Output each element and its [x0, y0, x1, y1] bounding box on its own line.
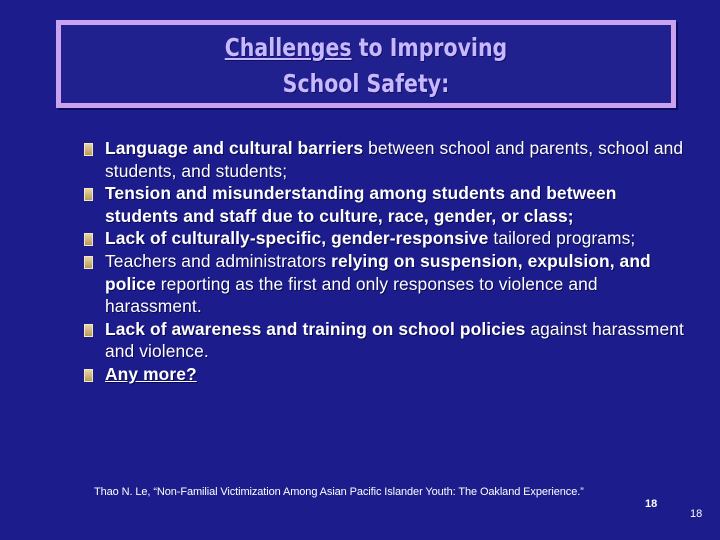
bullet-text-segment: between school and parents, school and students, and students; — [105, 138, 684, 181]
bullet-item — [84, 318, 684, 363]
bullet-item — [84, 250, 684, 318]
bullet-item — [84, 182, 684, 227]
bullet-text-segment: Any more? — [105, 363, 197, 384]
bullet-text-segment: Teachers and administrators — [105, 250, 332, 271]
bullet-list — [84, 137, 684, 386]
bullet-text-segment: tailored programs; — [488, 228, 636, 249]
title-line2: School Safety: — [282, 69, 450, 98]
bullet-marker-icon — [84, 143, 93, 156]
slide-title — [112, 30, 620, 102]
bullet-item — [84, 363, 684, 386]
bullet-text-segment: Lack of awareness and training on school policies — [105, 318, 526, 339]
bullet-text-segment: against harassment and violence. — [105, 318, 684, 362]
title-underlined-word: Challenges — [224, 33, 352, 62]
bullet-marker-icon — [84, 188, 93, 201]
bullet-item — [84, 227, 684, 250]
bullet-text-segment: relying on suspension, expulsion, and police — [105, 250, 651, 294]
bullet-marker-icon — [84, 256, 93, 269]
bullet-text-segment: Tension and misunderstanding among students and between students and staff due to culture, race, gender, or class; — [105, 183, 617, 226]
page-number: 18 — [690, 508, 703, 520]
title-line1-rest: to Improving — [351, 33, 508, 62]
bullet-marker-icon — [84, 324, 93, 337]
bullet-text-segment: Language and cultural barriers — [105, 138, 364, 158]
bullet-item — [84, 137, 684, 182]
bullet-text-segment: Lack of culturally-specific, gender-responsive — [105, 228, 489, 249]
bullet-marker-icon — [84, 369, 93, 382]
bullet-text-segment: reporting as the first and only responses to violence and harassment. — [105, 273, 598, 317]
slide-reference-number: 18 — [645, 498, 658, 510]
bullet-marker-icon — [84, 233, 93, 246]
citation: Thao N. Le, “Non-Familial Victimization Among Asian Pacific Islander Youth: The Oakland Experience.” — [94, 486, 584, 498]
